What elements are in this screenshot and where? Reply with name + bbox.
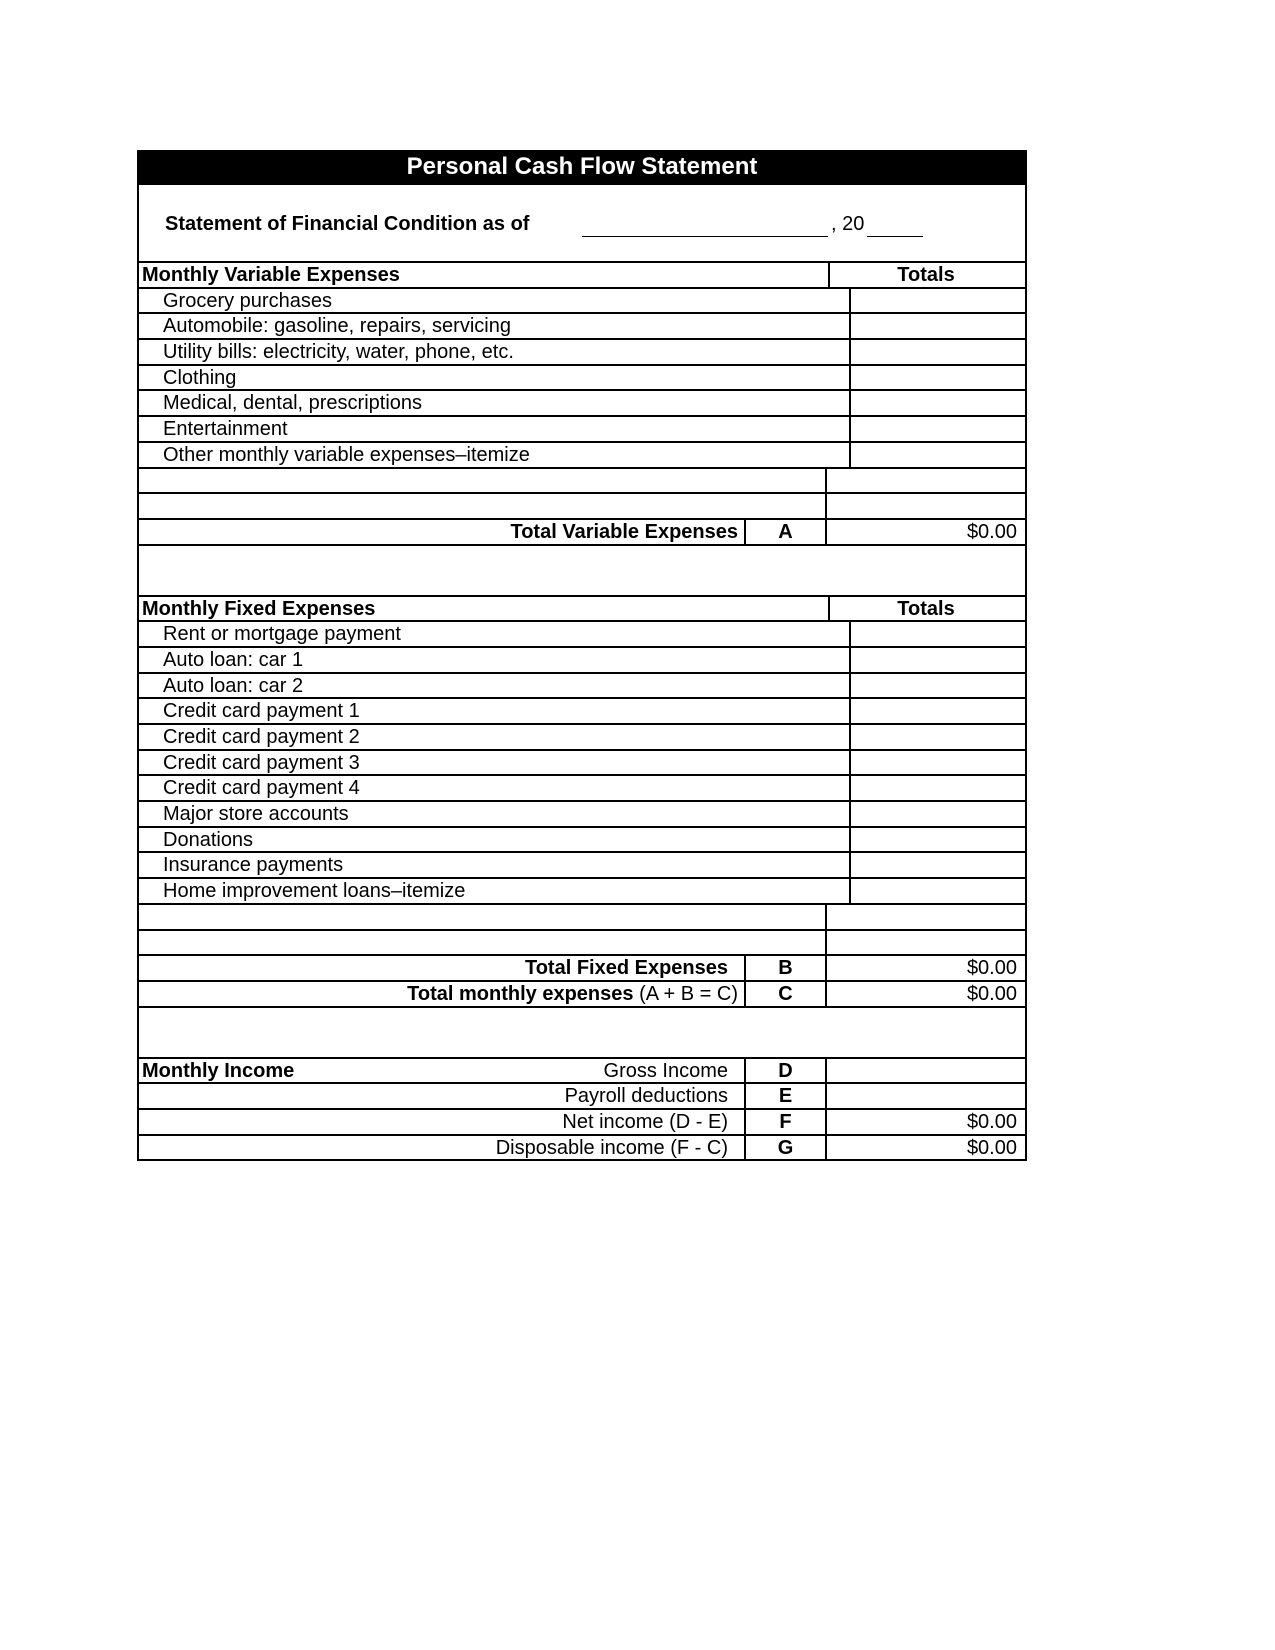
expense-label: Credit card payment 1 xyxy=(139,699,851,723)
expense-label: Credit card payment 3 xyxy=(139,751,851,775)
total-fixed-letter: B xyxy=(744,956,827,980)
expense-label: Major store accounts xyxy=(139,802,851,826)
blank-label-cell[interactable] xyxy=(139,494,827,518)
total-cell[interactable] xyxy=(827,622,1025,646)
income-row xyxy=(137,1136,1027,1162)
list-item xyxy=(137,366,1027,392)
variable-expenses-header: Monthly Variable Expenses xyxy=(139,263,830,287)
expense-label: Grocery purchases xyxy=(139,289,851,313)
total-variable-row xyxy=(137,520,1027,546)
total-monthly-row xyxy=(137,982,1027,1008)
income-row xyxy=(137,1059,1027,1085)
total-monthly-value: $0.00 xyxy=(966,982,1017,1005)
blank-row xyxy=(137,494,1027,520)
list-item xyxy=(137,828,1027,854)
total-cell[interactable] xyxy=(827,725,1025,749)
list-item xyxy=(137,443,1027,469)
list-item xyxy=(137,725,1027,751)
list-item xyxy=(137,879,1027,905)
total-cell[interactable] xyxy=(827,314,1025,338)
total-monthly-label-bold: Total monthly expenses xyxy=(407,982,634,1005)
income-value[interactable] xyxy=(827,1084,1025,1108)
income-row xyxy=(137,1084,1027,1110)
cash-flow-sheet xyxy=(137,150,1027,1161)
expense-label: Utility bills: electricity, water, phone, etc. xyxy=(139,340,851,364)
expense-label: Other monthly variable expenses–itemize xyxy=(139,443,851,467)
expense-label: Credit card payment 2 xyxy=(139,725,851,749)
total-cell[interactable] xyxy=(827,802,1025,826)
date-blank-field[interactable] xyxy=(582,236,828,237)
total-fixed-row xyxy=(137,956,1027,982)
income-letter: E xyxy=(744,1084,827,1108)
income-label: Disposable income (F - C) xyxy=(495,1136,728,1159)
year-blank-field[interactable] xyxy=(867,236,923,237)
total-cell[interactable] xyxy=(827,417,1025,441)
monthly-income-header: Monthly Income xyxy=(142,1059,295,1082)
list-item xyxy=(137,648,1027,674)
expense-label: Insurance payments xyxy=(139,853,851,877)
list-item xyxy=(137,289,1027,315)
total-cell[interactable] xyxy=(827,340,1025,364)
variable-totals-header: Totals xyxy=(897,264,955,286)
blank-row xyxy=(137,931,1027,957)
total-cell[interactable] xyxy=(827,751,1025,775)
expense-label: Automobile: gasoline, repairs, servicing xyxy=(139,314,851,338)
list-item xyxy=(137,802,1027,828)
total-monthly-label-formula: (A + B = C) xyxy=(633,982,738,1005)
total-cell[interactable] xyxy=(827,879,1025,903)
total-variable-label: Total Variable Expenses xyxy=(510,520,738,543)
blank-label-cell[interactable] xyxy=(139,469,827,493)
blank-row xyxy=(137,469,1027,495)
total-cell[interactable] xyxy=(827,391,1025,415)
section-spacer xyxy=(137,546,1027,597)
financial-condition-row xyxy=(137,185,1027,263)
fixed-expenses-header: Monthly Fixed Expenses xyxy=(139,597,830,621)
list-item xyxy=(137,699,1027,725)
expense-label: Rent or mortgage payment xyxy=(139,622,851,646)
total-cell[interactable] xyxy=(827,648,1025,672)
expense-label: Auto loan: car 1 xyxy=(139,648,851,672)
income-label: Net income (D - E) xyxy=(562,1110,728,1133)
income-letter: D xyxy=(744,1059,827,1083)
total-cell[interactable] xyxy=(827,776,1025,800)
year-prefix: , 20 xyxy=(831,213,865,235)
total-cell[interactable] xyxy=(827,289,1025,313)
total-cell[interactable] xyxy=(827,494,1025,518)
condition-label: Statement of Financial Condition as of xyxy=(165,213,530,235)
income-row xyxy=(137,1110,1027,1136)
list-item xyxy=(137,853,1027,879)
expense-label: Auto loan: car 2 xyxy=(139,674,851,698)
income-letter: G xyxy=(744,1136,827,1160)
fixed-header-row xyxy=(137,597,1027,623)
expense-label: Home improvement loans–itemize xyxy=(139,879,851,903)
sheet-title: Personal Cash Flow Statement xyxy=(137,150,1027,185)
list-item xyxy=(137,622,1027,648)
total-cell[interactable] xyxy=(827,699,1025,723)
list-item xyxy=(137,314,1027,340)
list-item xyxy=(137,751,1027,777)
variable-header-row xyxy=(137,263,1027,289)
expense-label: Credit card payment 4 xyxy=(139,776,851,800)
expense-label: Donations xyxy=(139,828,851,852)
total-cell[interactable] xyxy=(827,828,1025,852)
expense-label: Entertainment xyxy=(139,417,851,441)
income-value: $0.00 xyxy=(966,1136,1017,1159)
total-cell[interactable] xyxy=(827,366,1025,390)
expense-label: Medical, dental, prescriptions xyxy=(139,391,851,415)
total-cell[interactable] xyxy=(827,853,1025,877)
total-cell[interactable] xyxy=(827,469,1025,493)
list-item xyxy=(137,417,1027,443)
blank-label-cell[interactable] xyxy=(139,905,827,929)
list-item xyxy=(137,391,1027,417)
list-item xyxy=(137,340,1027,366)
total-cell[interactable] xyxy=(827,905,1025,929)
income-value[interactable] xyxy=(827,1059,1025,1083)
total-cell[interactable] xyxy=(827,674,1025,698)
list-item xyxy=(137,776,1027,802)
blank-label-cell[interactable] xyxy=(139,931,827,955)
total-variable-value: $0.00 xyxy=(966,520,1017,543)
total-cell[interactable] xyxy=(827,443,1025,467)
income-letter: F xyxy=(744,1110,827,1134)
income-label: Payroll deductions xyxy=(564,1085,728,1108)
total-fixed-value: $0.00 xyxy=(966,957,1017,980)
total-monthly-letter: C xyxy=(744,982,827,1006)
total-fixed-label: Total Fixed Expenses xyxy=(524,957,728,980)
section-spacer xyxy=(137,1008,1027,1059)
total-cell[interactable] xyxy=(827,931,1025,955)
list-item xyxy=(137,674,1027,700)
income-value: $0.00 xyxy=(966,1110,1017,1133)
blank-row xyxy=(137,905,1027,931)
total-monthly-label xyxy=(139,982,742,1006)
expense-label: Clothing xyxy=(139,366,851,390)
total-variable-letter: A xyxy=(744,520,827,544)
income-label: Gross Income xyxy=(603,1059,728,1082)
fixed-totals-header: Totals xyxy=(897,597,955,620)
